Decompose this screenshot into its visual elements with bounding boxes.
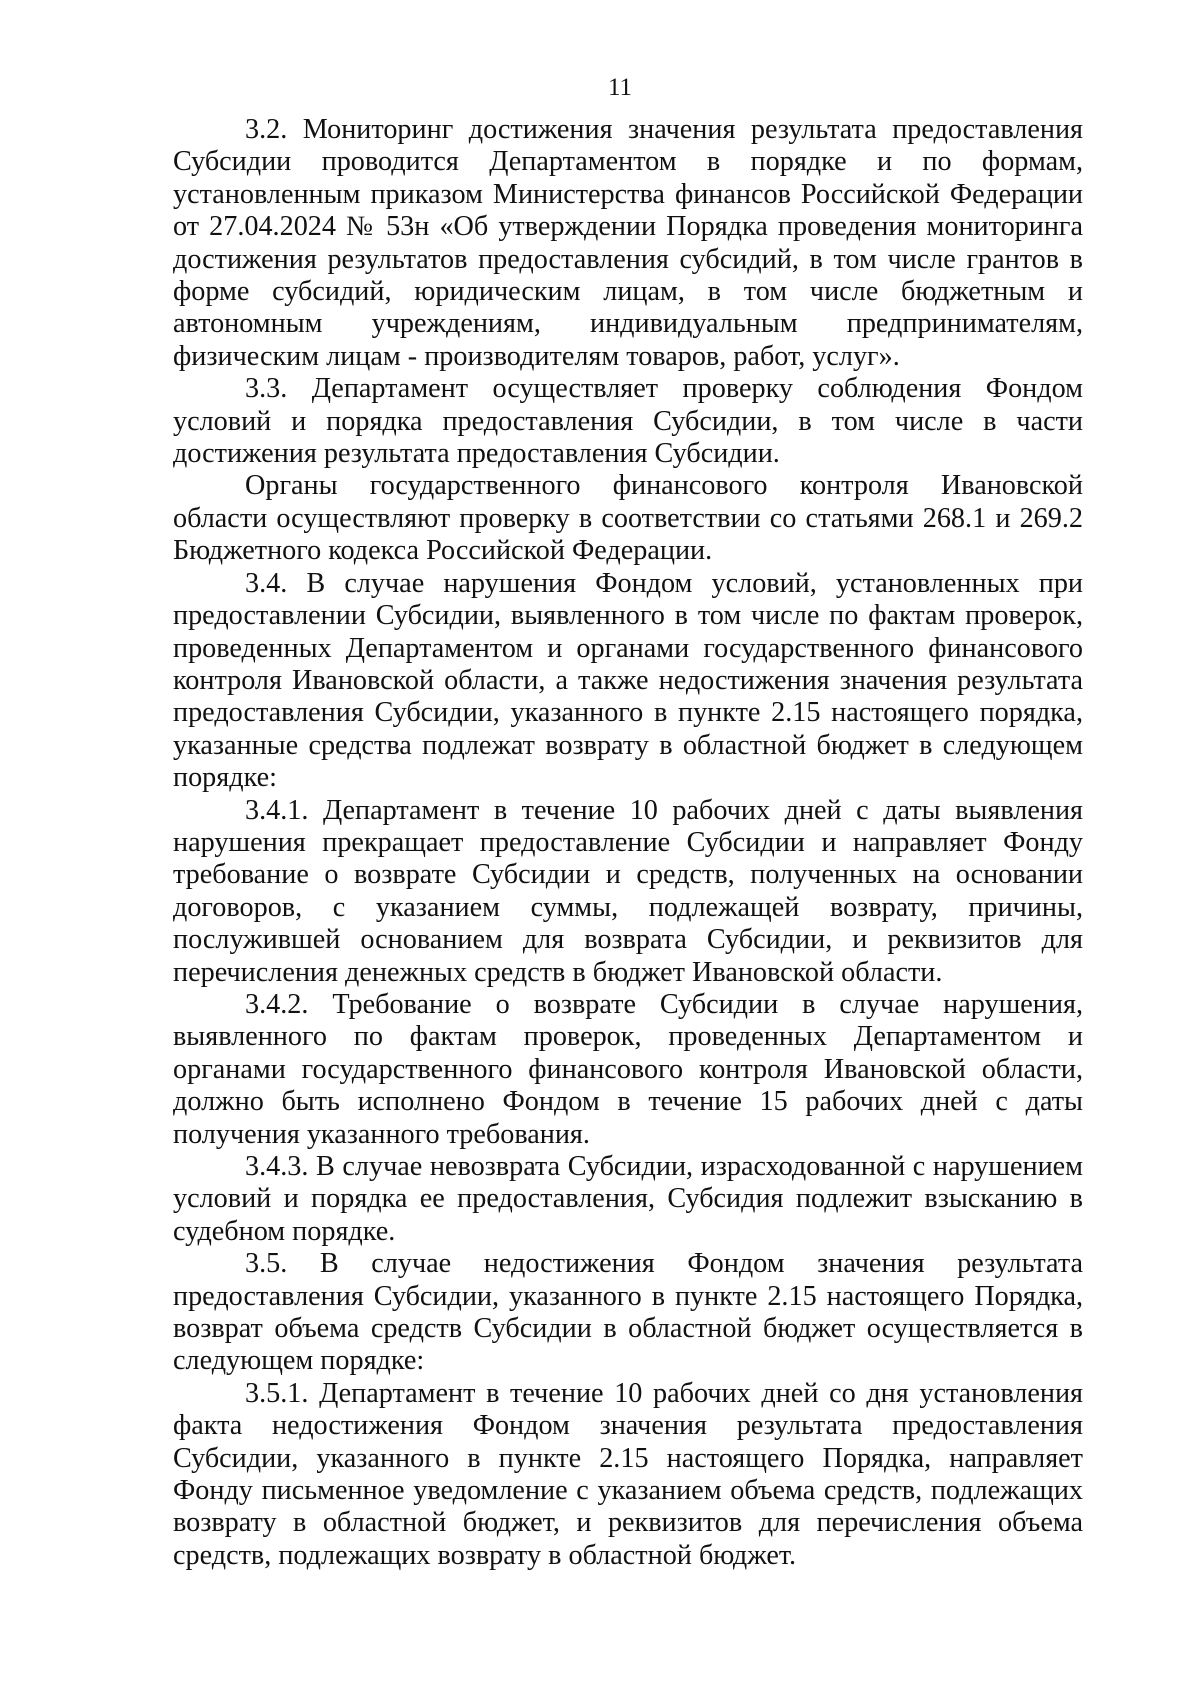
paragraph-3-4-1: 3.4.1. Департамент в течение 10 рабочих дней с даты выявления нарушения прекращает предоставление Субсидии и направляет Фонду требование о возврате Субсидии и средств, полученных на основании договоров, с указанием суммы, подлежащей возврату, причины, послужившей основанием для возврата Субсидии, и реквизитов для перечисления денежных средств в бюджет Ивановской области. [173, 794, 1083, 988]
paragraph-3-4-2: 3.4.2. Требование о возврате Субсидии в случае нарушения, выявленного по фактам проверок, проведенных Департаментом и органами государственного финансового контроля Ивановской области, должно быть исполнено Фондом в течение 15 рабочих дней с даты получения указанного требования. [173, 988, 1083, 1150]
paragraph-control-bodies: Органы государственного финансового контроля Ивановской области осуществляют проверку в соответствии со статьями 268.1 и 269.2 Бюджетного кодекса Российской Федерации. [173, 470, 1083, 567]
paragraph-3-3: 3.3. Департамент осуществляет проверку соблюдения Фондом условий и порядка предоставления Субсидии, в том числе в части достижения результата предоставления Субсидии. [173, 373, 1083, 470]
document-body [173, 114, 1083, 1572]
paragraph-3-4: 3.4. В случае нарушения Фондом условий, установленных при предоставлении Субсидии, выявленного в том числе по фактам проверок, проведенных Департаментом и органами государственного финансового контроля Ивановской области, а также недостижения значения результата предоставления Субсидии, указанного в пункте 2.15 настоящего порядка, указанные средства подлежат возврату в областной бюджет в следующем порядке: [173, 567, 1083, 794]
paragraph-3-4-3: 3.4.3. В случае невозврата Субсидии, израсходованной с нарушением условий и порядка ее предоставления, Субсидия подлежит взысканию в судебном порядке. [173, 1151, 1083, 1247]
paragraph-3-5: 3.5. В случае недостижения Фондом значения результата предоставления Субсидии, указанного в пункте 2.15 настоящего Порядка, возврат объема средств Субсидии в областной бюджет осуществляется в следующем порядке: [173, 1248, 1083, 1377]
paragraph-3-2: 3.2. Мониторинг достижения значения результата предоставления Субсидии проводится Департаментом в порядке и по формам, установленным приказом Министерства финансов Российской Федерации от 27.04.2024 № 53н «Об утверждении Порядка проведения мониторинга достижения результатов предоставления субсидий, в том числе грантов в форме субсидий, юридическим лицам, в том числе бюджетным и автономным учреждениям, индивидуальным предпринимателям, физическим лицам - производителям товаров, работ, услуг». [173, 114, 1083, 372]
page-number: 11 [607, 74, 633, 101]
paragraph-3-5-1: 3.5.1. Департамент в течение 10 рабочих дней со дня установления факта недостижения Фондом значения результата предоставления Субсидии, указанного в пункте 2.15 настоящего Порядка, направляет Фонду письменное уведомление с указанием объема средств, подлежащих возврату в областной бюджет, и реквизитов для перечисления объема средств, подлежащих возврату в областной бюджет. [173, 1377, 1083, 1571]
